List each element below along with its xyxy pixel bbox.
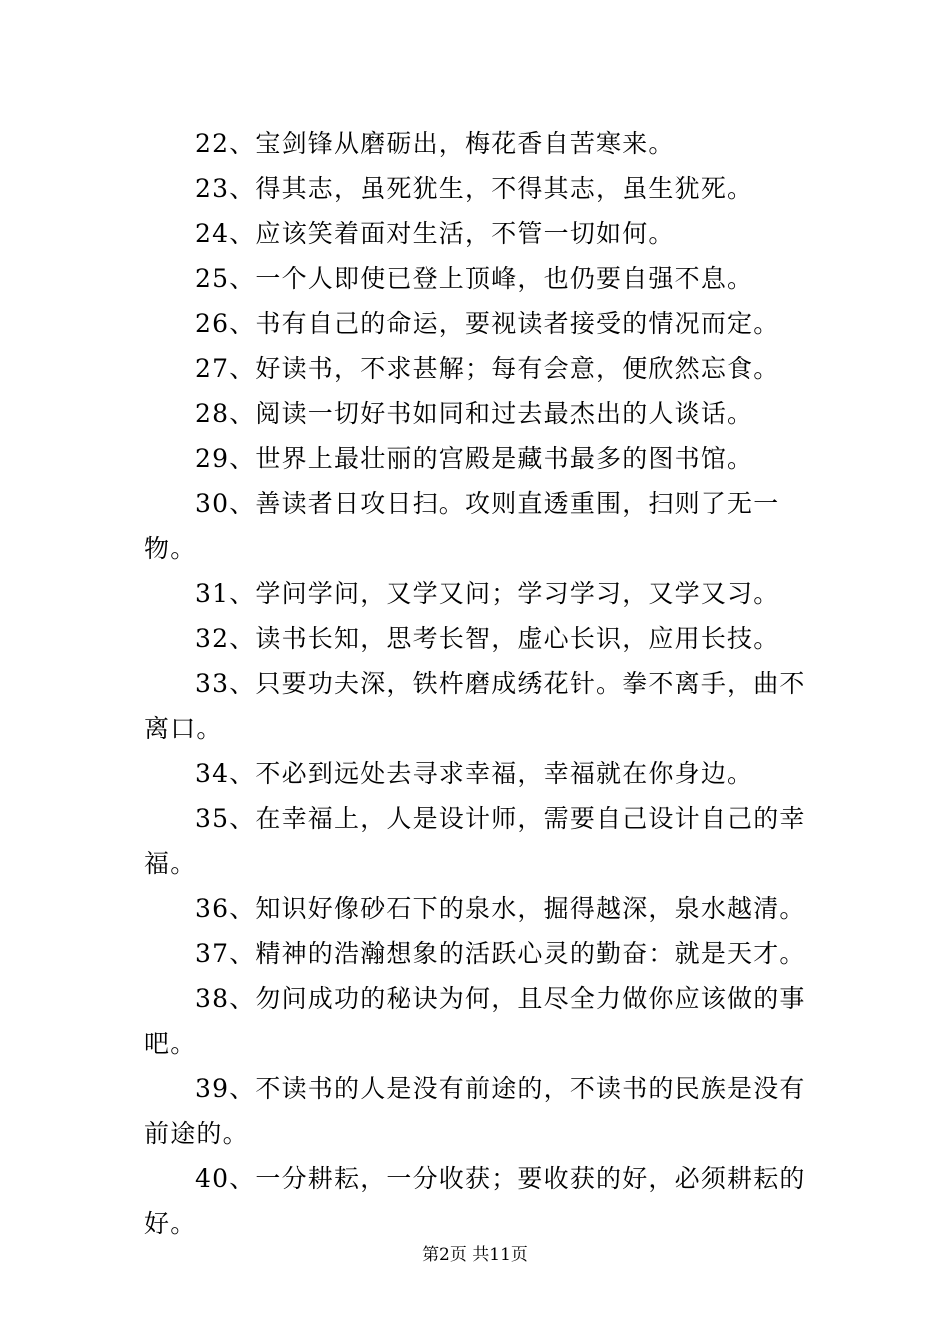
quote-paragraph-39: 39、不读书的人是没有前途的，不读书的民族是没有前途的。: [144, 1074, 806, 1148]
quote-paragraph-35: 35、在幸福上，人是设计师，需要自己设计自己的幸福。: [144, 804, 806, 878]
quote-paragraph-37: 37、精神的浩瀚想象的活跃心灵的勤奋：就是天才。: [195, 939, 806, 968]
quote-paragraph-34: 34、不必到远处去寻求幸福，幸福就在你身边。: [195, 759, 754, 788]
quote-paragraph-40: 40、一分耕耘，一分收获；要收获的好，必须耕耘的好。: [144, 1164, 806, 1238]
page-number-label: 第2页 共11页: [422, 1245, 528, 1265]
quote-paragraph-32: 32、读书长知，思考长智，虚心长识，应用长技。: [195, 624, 780, 653]
quote-paragraph-30: 30、善读者日攻日扫。攻则直透重围，扫则了无一物。: [144, 489, 780, 563]
quote-paragraph-24: 24、应该笑着面对生活，不管一切如何。: [195, 219, 675, 248]
quote-paragraph-27: 27、好读书，不求甚解；每有会意，便欣然忘食。: [195, 354, 780, 383]
quote-paragraph-22: 22、宝剑锋从磨砺出，梅花香自苦寒来。: [195, 129, 675, 158]
quote-paragraph-28: 28、阅读一切好书如同和过去最杰出的人谈话。: [195, 399, 754, 428]
quote-paragraph-23: 23、得其志，虽死犹生，不得其志，虽生犹死。: [195, 174, 754, 203]
quote-paragraph-38: 38、勿问成功的秘诀为何，且尽全力做你应该做的事吧。: [144, 984, 806, 1058]
quote-paragraph-36: 36、知识好像砂石下的泉水，掘得越深，泉水越清。: [195, 894, 806, 923]
quote-paragraph-33: 33、只要功夫深，铁杵磨成绣花针。拳不离手，曲不离口。: [144, 669, 806, 743]
quote-paragraph-31: 31、学问学问，又学又问；学习学习，又学又习。: [195, 579, 780, 608]
document-body: [144, 121, 808, 1246]
page-footer: [0, 1240, 950, 1265]
quote-paragraph-25: 25、一个人即使已登上顶峰，也仍要自强不息。: [195, 264, 754, 293]
quote-paragraph-29: 29、世界上最壮丽的宫殿是藏书最多的图书馆。: [195, 444, 754, 473]
quote-paragraph-26: 26、书有自己的命运，要视读者接受的情况而定。: [195, 309, 780, 338]
